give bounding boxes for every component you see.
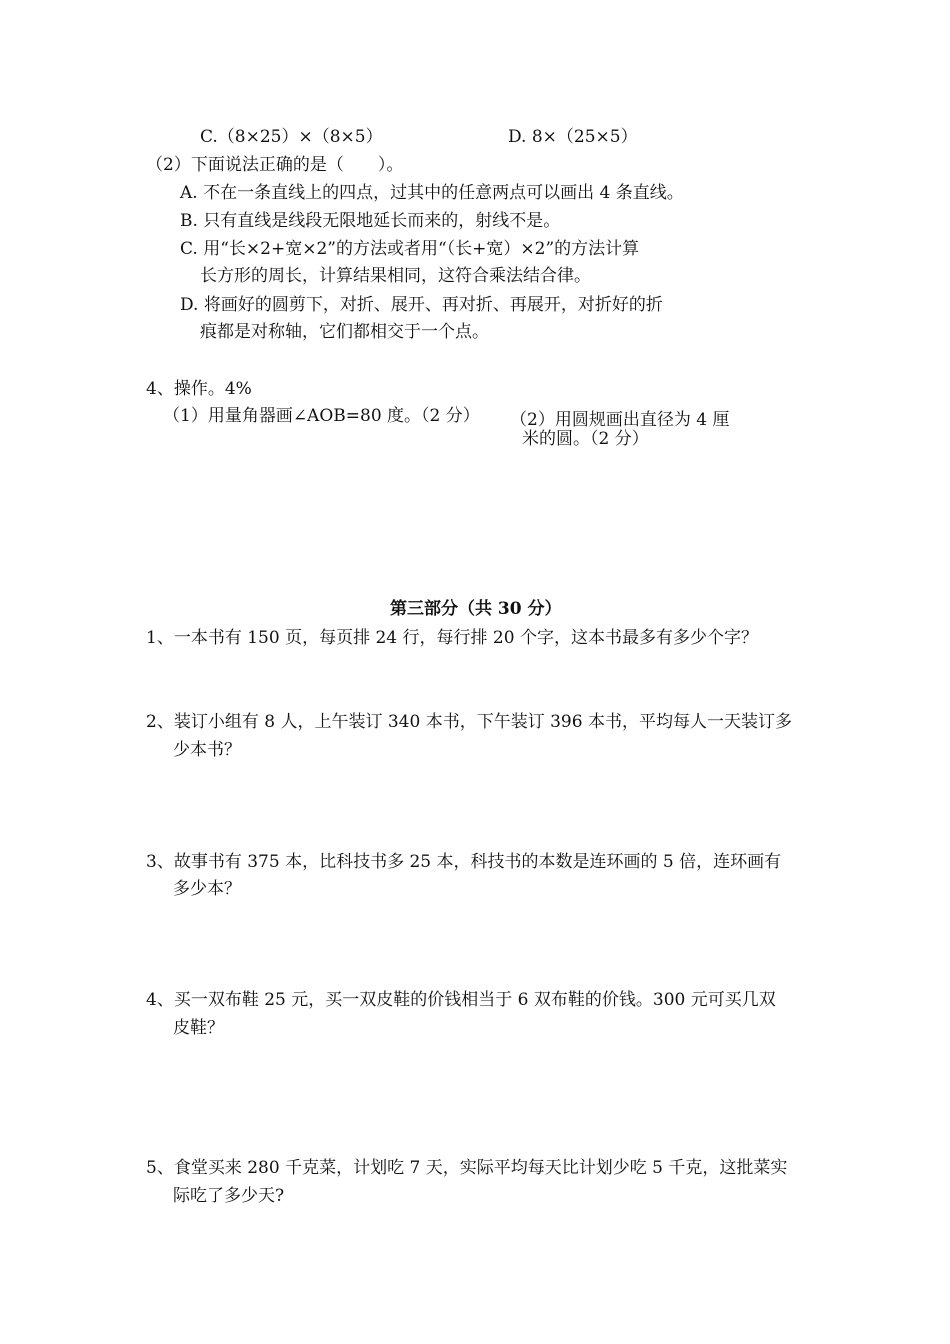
q3-2-option-c-line2: 长方形的周长，计算结果相同，这符合乘法结合律。 (200, 266, 591, 286)
q3-2-option-c-line1: C. 用“长×2+宽×2”的方法或者用“（长+宽）×2”的方法计算 (180, 239, 640, 259)
problem-4-line1: 4、买一双布鞋 25 元，买一双皮鞋的价钱相当于 6 双布鞋的价钱。300 元可买几双 (146, 990, 776, 1010)
problem-2-line2: 少本书？ (173, 740, 241, 760)
q3-2-option-a: A. 不在一条直线上的四点，过其中的任意两点可以画出 4 条直线。 (180, 183, 684, 203)
q4-2-task-line2: 米的圆。（2 分） (522, 429, 649, 449)
q3-2-option-b: B. 只有直线是线段无限地延长而来的，射线不是。 (180, 211, 561, 231)
problem-5-line2: 际吃了多少天? (173, 1186, 285, 1206)
problem-1: 1、一本书有 150 页，每页排 24 行，每行排 20 个字，这本书最多有多少个字？ (146, 628, 758, 648)
section-3-title: 第三部分（共 30 分） (390, 599, 562, 619)
q3-1-option-c: C.（8×25）×（8×5） (200, 127, 383, 147)
problem-5-line1: 5、食堂买来 280 千克菜，计划吃 7 天，实际平均每天比计划少吃 5 千克，这批菜实 (146, 1158, 788, 1178)
q4-2-task-line1: （2）用圆规画出直径为 4 厘 (510, 410, 730, 430)
problem-3-line1: 3、故事书有 375 本，比科技书多 25 本，科技书的本数是连环画的 5 倍，连环画有 (146, 852, 782, 872)
problem-4-line2: 皮鞋？ (173, 1018, 224, 1038)
q4-1-task: （1）用量角器画∠AOB=80 度。（2 分） (163, 406, 480, 426)
q4-title: 4、操作。4% (146, 379, 252, 399)
problem-3-line2: 多少本？ (173, 879, 241, 899)
q3-1-option-d: D. 8×（25×5） (508, 127, 638, 147)
q3-2-option-d-line1: D. 将画好的圆剪下，对折、展开、再对折、再展开，对折好的折 (180, 295, 663, 315)
problem-2-line1: 2、装订小组有 8 人，上午装订 340 本书，下午装订 396 本书，平均每人一天装订多 (146, 712, 792, 732)
q3-2-stem: （2）下面说法正确的是（ ）。 (146, 155, 404, 175)
q3-2-option-d-line2: 痕都是对称轴，它们都相交于一个点。 (200, 322, 489, 342)
